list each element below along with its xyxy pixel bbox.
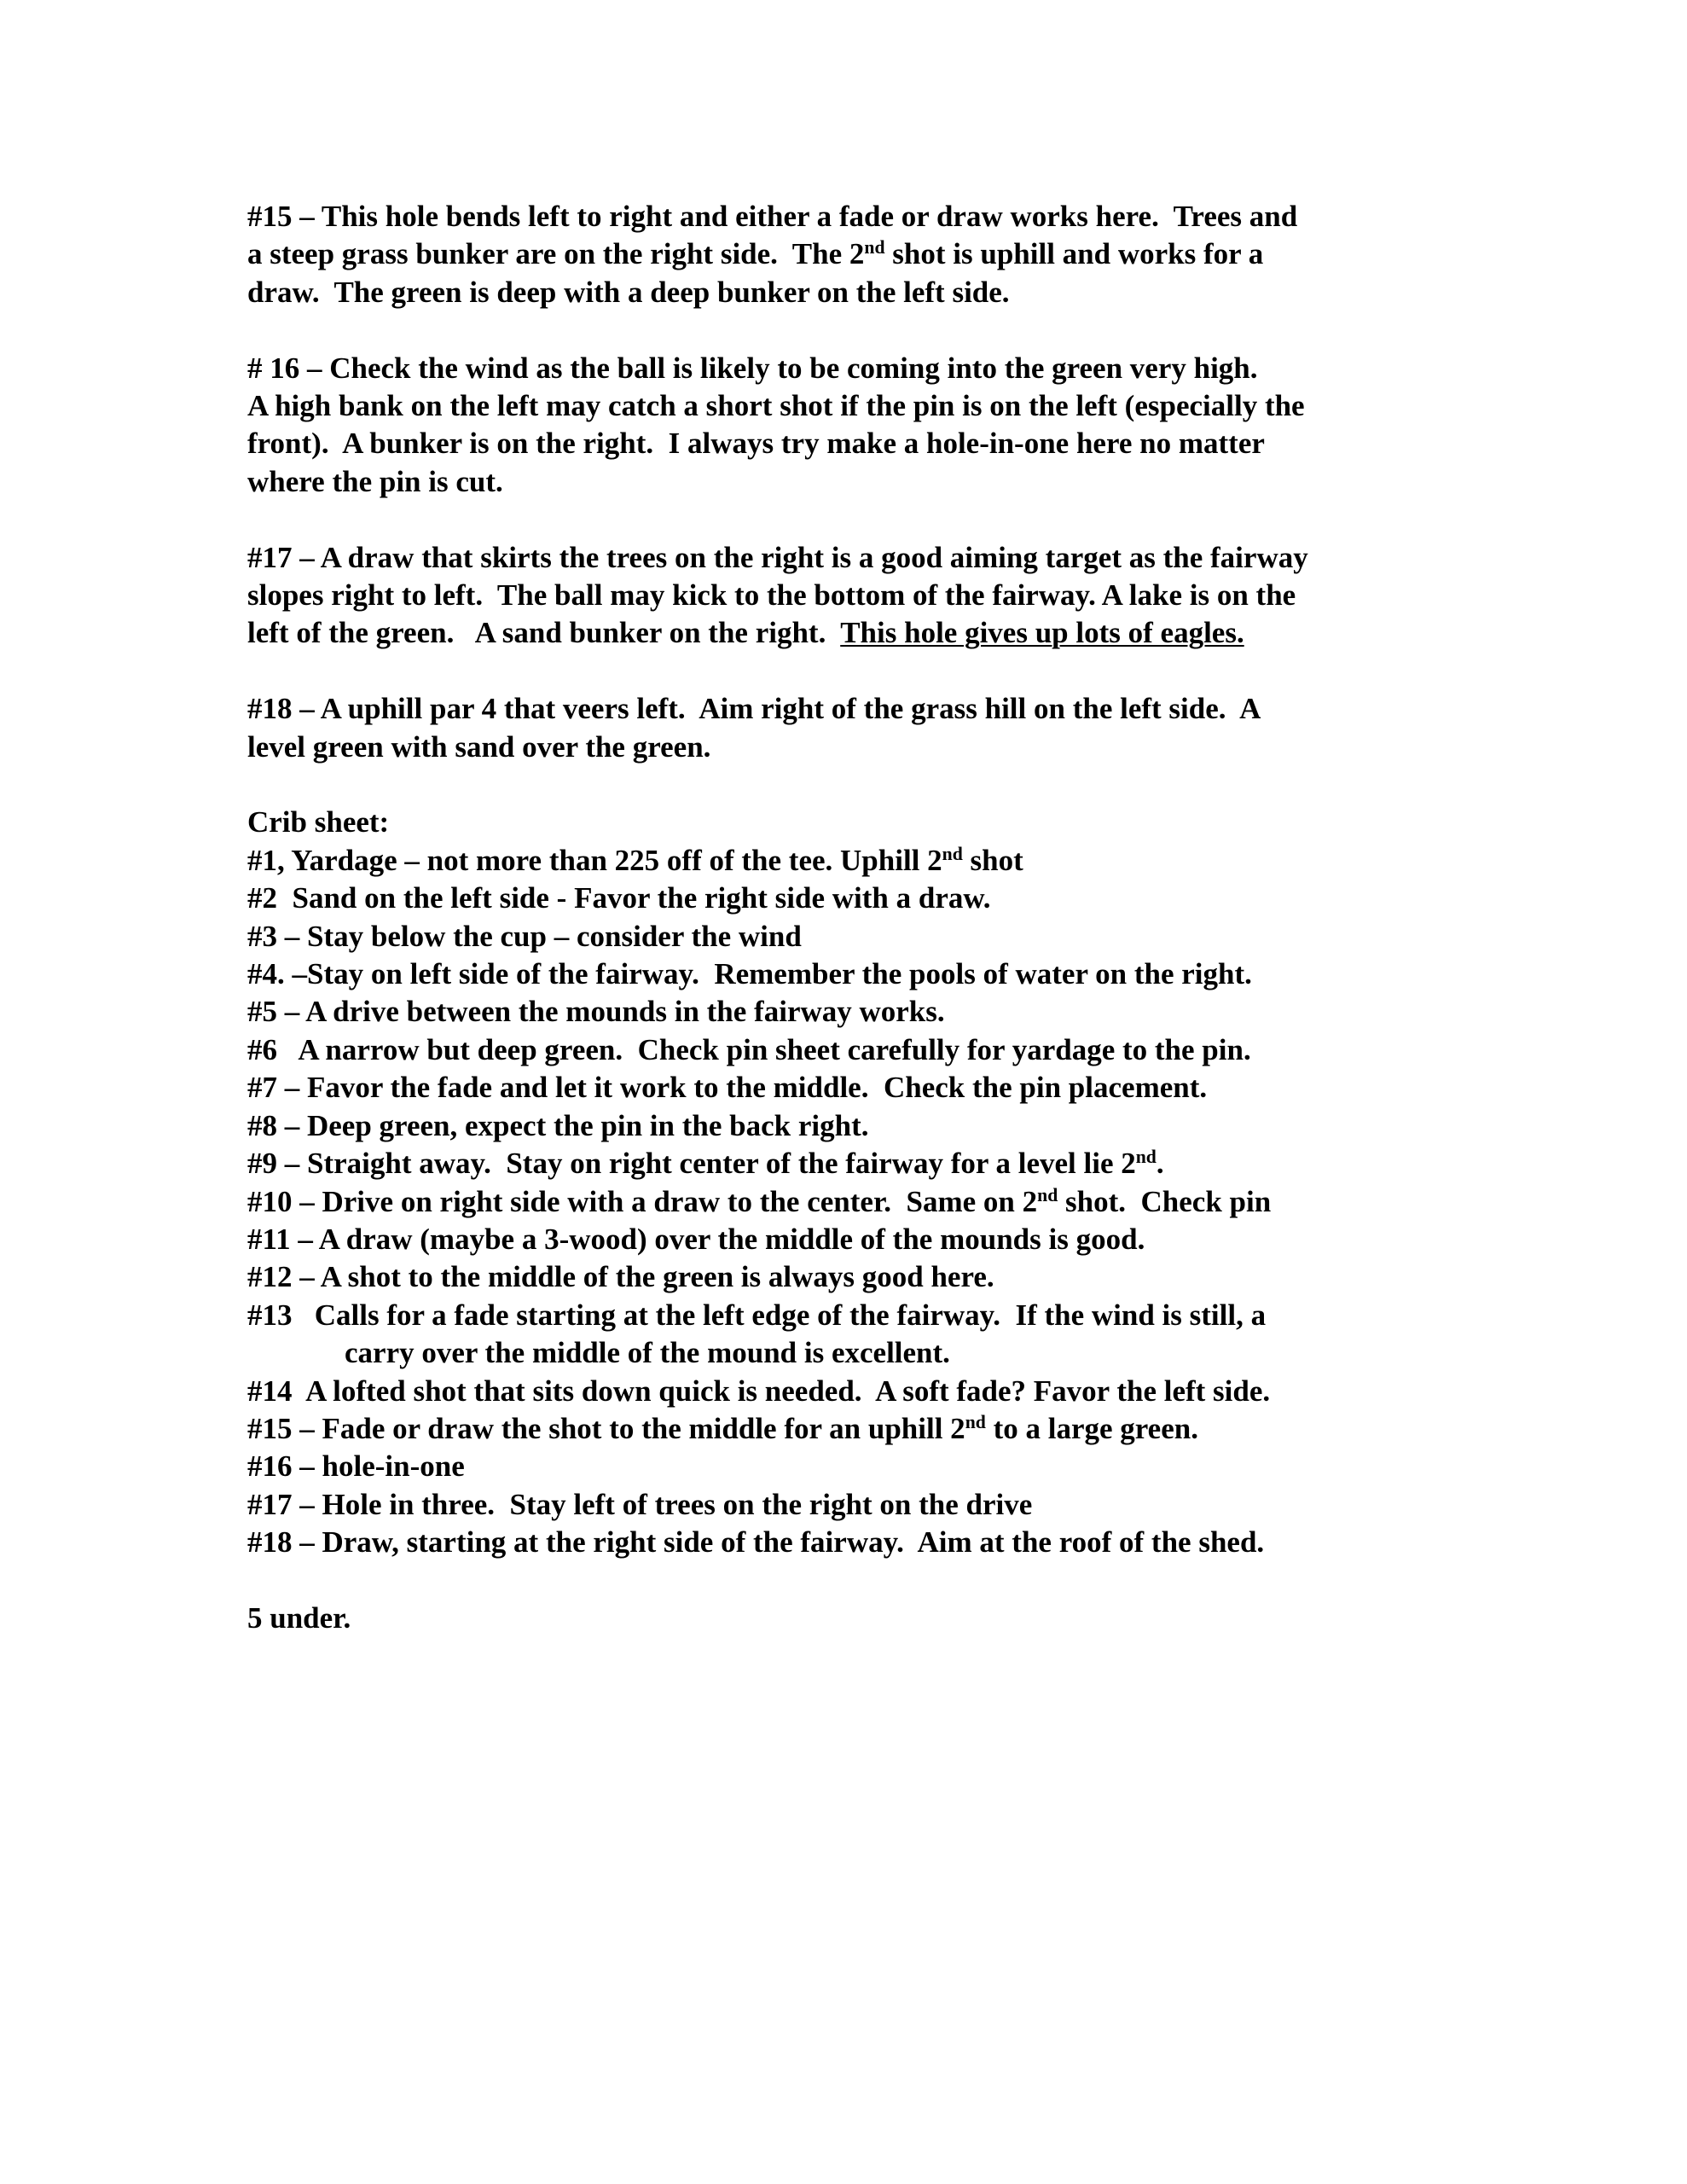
crib-item: #8 – Deep green, expect the pin in the back right. — [247, 1108, 869, 1142]
text-run: #15 – Fade or draw the shot to the middle for an uphill 2 — [247, 1411, 965, 1445]
crib-sheet-title: Crib sheet: — [247, 805, 390, 839]
crib-sheet — [247, 804, 1527, 1561]
text-line: draw. The green is deep with a deep bunker on the left side. — [247, 275, 1010, 309]
text-run: shot is uphill and works for a — [884, 237, 1264, 271]
crib-item: #18 – Draw, starting at the right side of the fairway. Aim at the roof of the shed. — [247, 1525, 1265, 1560]
crib-item: #13 Calls for a fade starting at the left edge of the fairway. If the wind is still, a — [247, 1298, 1267, 1332]
text-run: a steep grass bunker are on the right side. The 2 — [247, 237, 865, 271]
ordinal-suffix: nd — [965, 1412, 986, 1433]
score-text: 5 under. — [247, 1600, 351, 1635]
hole-15-paragraph — [247, 198, 1527, 311]
document-page — [247, 198, 1527, 1676]
crib-item: #5 – A drive between the mounds in the fairway works. — [247, 995, 945, 1029]
text-line — [247, 614, 1527, 652]
crib-item: #2 Sand on the left side - Favor the right side with a draw. — [247, 881, 991, 915]
crib-item: #11 – A draw (maybe a 3-wood) over the middle of the mounds is good. — [247, 1222, 1145, 1256]
text-line: #15 – This hole bends left to right and either a fade or draw works here. Trees and — [247, 200, 1298, 233]
underlined-text: This hole gives up lots of eagles. — [840, 616, 1244, 650]
text-line: slopes right to left. The ball may kick to the bottom of the fairway. A lake is on the — [247, 578, 1296, 613]
text-run: #9 – Straight away. Stay on right center of the fairway for a level lie 2 — [247, 1147, 1136, 1181]
text-line: #18 – A uphill par 4 that veers left. Aim right of the grass hill on the left side. A — [247, 692, 1261, 726]
text-run: #1, Yardage – not more than 225 off of the tee. Uphill 2 — [247, 843, 942, 877]
text-run: shot. Check pin — [1058, 1184, 1272, 1218]
ordinal-suffix: nd — [1037, 1184, 1058, 1205]
hole-16-paragraph — [247, 350, 1527, 502]
text-line: A high bank on the left may catch a short shot if the pin is on the left (especially the — [247, 389, 1305, 423]
ordinal-suffix: nd — [864, 237, 885, 258]
crib-item-continuation: carry over the middle of the mound is excellent. — [345, 1336, 950, 1370]
crib-item — [247, 1145, 1527, 1182]
text-line: #17 – A draw that skirts the trees on the right is a good aiming target as the fairway — [247, 540, 1308, 574]
crib-item: #3 – Stay below the cup – consider the wind — [247, 919, 802, 953]
text-line — [247, 235, 1527, 273]
hole-18-paragraph — [247, 690, 1527, 766]
crib-item: #14 A lofted shot that sits down quick is needed. A soft fade? Favor the left side. — [247, 1374, 1271, 1408]
crib-item: #12 – A shot to the middle of the green is always good here. — [247, 1260, 994, 1294]
ordinal-suffix: nd — [942, 843, 963, 864]
text-run: shot — [962, 843, 1023, 877]
crib-item: #6 A narrow but deep green. Check pin sheet carefully for yardage to the pin. — [247, 1032, 1251, 1066]
crib-item: #7 – Favor the fade and let it work to the middle. Check the pin placement. — [247, 1071, 1208, 1105]
text-run: . — [1156, 1147, 1164, 1181]
crib-item — [247, 1183, 1527, 1221]
text-run: left of the green. A sand bunker on the right. — [247, 616, 841, 650]
score-summary — [247, 1600, 1527, 1637]
text-line: level green with sand over the green. — [247, 729, 711, 764]
crib-item: #17 – Hole in three. Stay left of trees on the right on the drive — [247, 1487, 1033, 1521]
ordinal-suffix: nd — [1135, 1147, 1157, 1168]
text-line: where the pin is cut. — [247, 464, 503, 498]
crib-item: #16 – hole-in-one — [247, 1449, 465, 1484]
crib-item — [247, 1410, 1527, 1448]
text-line: # 16 – Check the wind as the ball is likely to be coming into the green very high. — [247, 351, 1258, 385]
text-run: to a large green. — [985, 1411, 1198, 1445]
hole-17-paragraph — [247, 539, 1527, 653]
text-run: #10 – Drive on right side with a draw to the center. Same on 2 — [247, 1184, 1038, 1218]
crib-item: #4. –Stay on left side of the fairway. Remember the pools of water on the right. — [247, 957, 1252, 991]
text-line: front). A bunker is on the right. I always try make a hole-in-one here no matter — [247, 427, 1265, 461]
crib-item — [247, 842, 1527, 880]
